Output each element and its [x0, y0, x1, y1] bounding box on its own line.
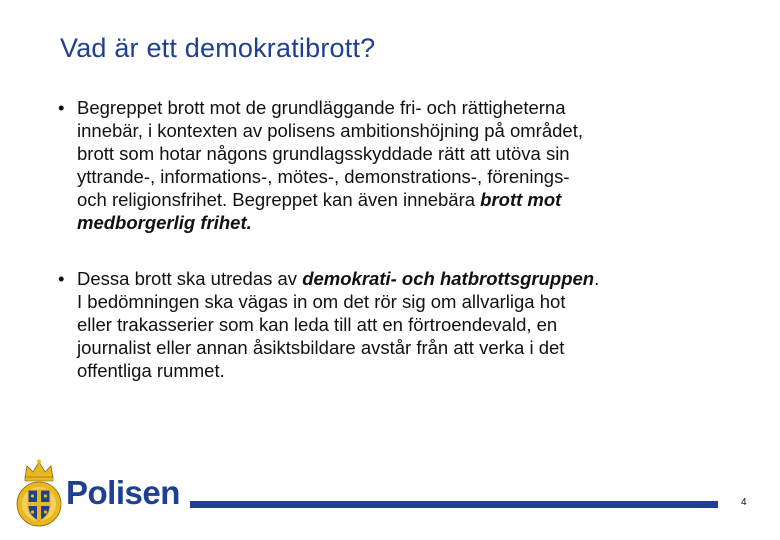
text-line [77, 313, 747, 336]
text-line [77, 119, 747, 142]
bullet-item [57, 96, 747, 234]
body-text: och religionsfrihet. Begreppet kan även innebära [77, 189, 481, 210]
body-text: . [594, 268, 600, 289]
slide-title: Vad är ett demokratibrott? [60, 33, 376, 63]
body-text: I bedömningen ska vägas in om det rör sig om allvarliga hot [77, 291, 566, 312]
bullet-dot: • [58, 268, 65, 289]
text-line [77, 188, 747, 211]
text-line [77, 142, 747, 165]
text-line [77, 336, 747, 359]
emphasis-text: medborgerlig frihet. [77, 212, 252, 233]
footer-bar [190, 501, 718, 508]
body-text: yttrande-, informations-, mötes-, demonstrations-, förenings- [77, 166, 570, 187]
text-line [77, 290, 747, 313]
polisen-logo-text: Polisen [66, 474, 180, 511]
bullet-list [57, 96, 747, 415]
body-text: eller trakasserier som kan leda till att en förtroendevald, en [77, 314, 558, 335]
body-text: offentliga rummet. [77, 360, 225, 381]
text-line [77, 96, 747, 119]
body-text: Dessa brott ska utredas av [77, 268, 303, 289]
body-text: brott som hotar någons grundlagsskyddade rätt att utöva sin [77, 143, 570, 164]
bullet-dot: • [58, 97, 65, 118]
body-text: innebär, i kontexten av polisens ambitionshöjning på området, [77, 120, 583, 141]
emphasis-text: brott mot [480, 189, 562, 210]
emphasis-text: demokrati- och hatbrottsgruppen [302, 268, 595, 289]
bullet-item [57, 267, 747, 382]
body-text: Begreppet brott mot de grundläggande fri- och rättigheterna [77, 97, 566, 118]
text-line [77, 211, 747, 234]
bullet-text [77, 96, 747, 234]
text-line [77, 165, 747, 188]
text-line [77, 267, 747, 290]
police-emblem-icon [15, 458, 63, 532]
bullet-text [77, 267, 747, 382]
page-number: 4 [741, 497, 747, 508]
text-line [77, 359, 747, 382]
body-text: journalist eller annan åsiktsbildare avstår från att verka i det [77, 337, 565, 358]
